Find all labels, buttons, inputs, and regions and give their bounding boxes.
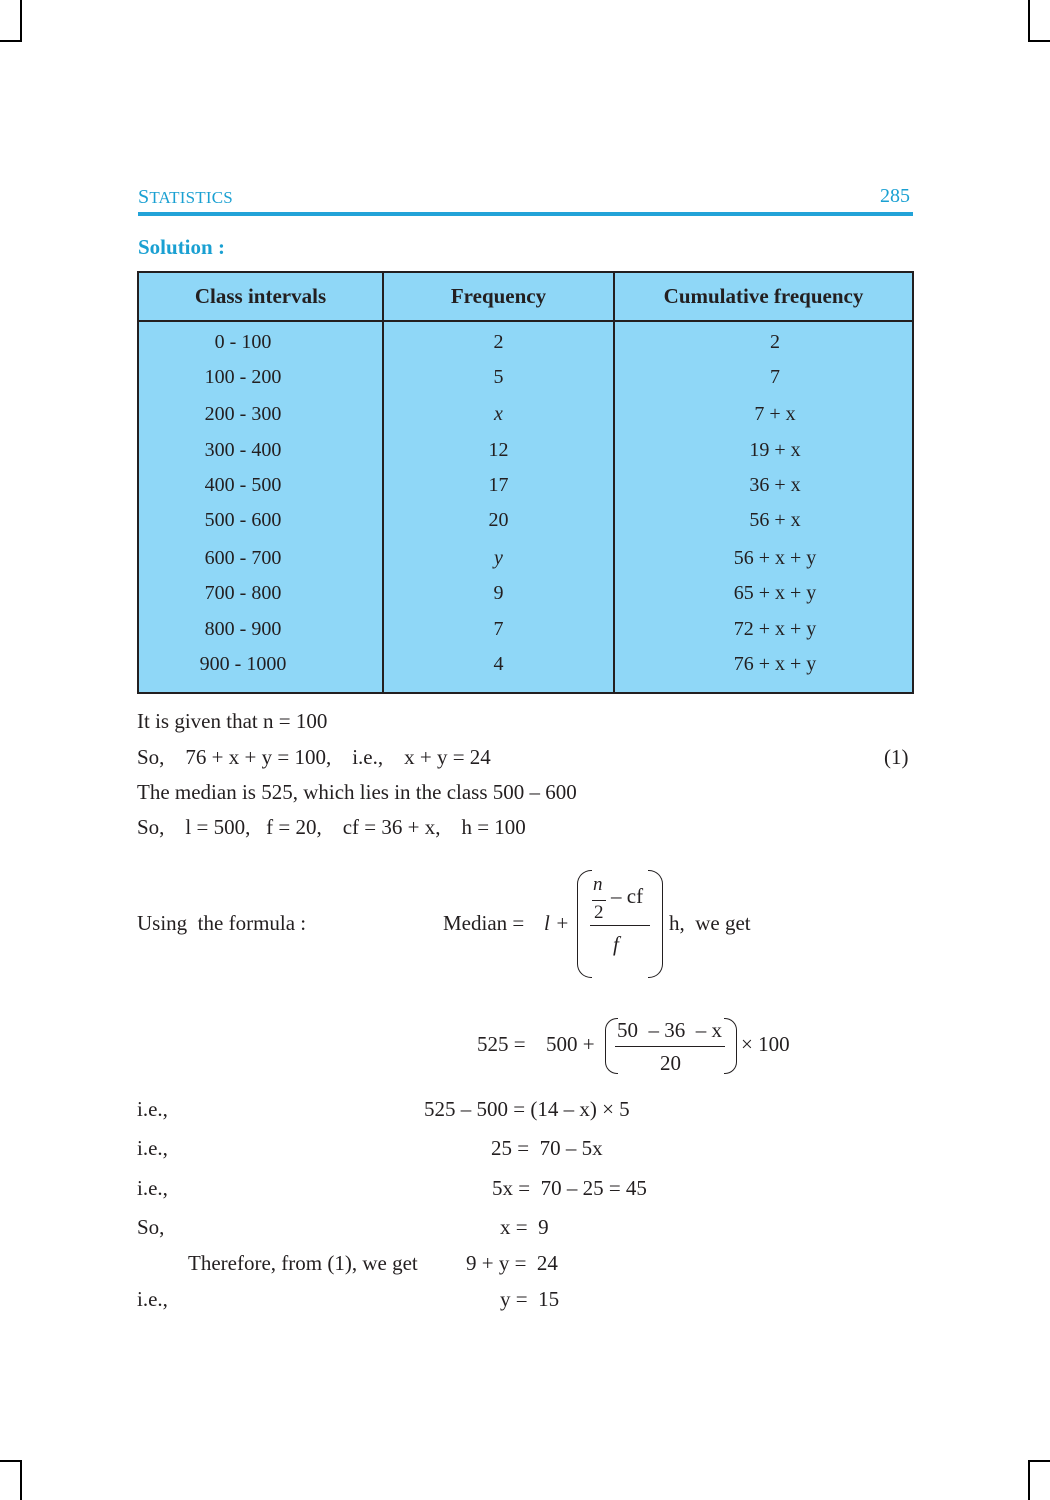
frequency-cell: 5 — [493, 366, 504, 388]
minus-cf: – cf — [611, 884, 644, 908]
crop-mark — [1028, 1460, 1030, 1500]
two-symbol: 2 — [594, 902, 604, 923]
equation-number: (1) — [884, 745, 909, 769]
step-label: i.e., — [137, 1287, 168, 1311]
crop-mark — [0, 40, 22, 42]
cumulative-frequency-cell: 76 + x + y — [733, 653, 817, 675]
left-parenthesis — [577, 870, 592, 978]
therefore-expression: 9 + y = 24 — [466, 1251, 558, 1275]
eq525-denominator: 20 — [660, 1051, 681, 1075]
cumulative-frequency-cell: 19 + x — [749, 439, 801, 461]
eq525-fraction-bar — [615, 1046, 725, 1047]
class-interval-cell: 900 - 1000 — [199, 653, 287, 675]
l-plus: l + — [544, 911, 570, 935]
class-interval-cell: 200 - 300 — [204, 403, 282, 425]
frequency-cell: x — [494, 403, 503, 425]
parameter-values: So, l = 500, f = 20, cf = 36 + x, h = 100 — [137, 815, 526, 839]
eq525-lhs: 525 = — [477, 1032, 526, 1056]
cumulative-frequency-cell: 65 + x + y — [733, 582, 817, 604]
class-interval-cell: 700 - 800 — [204, 582, 282, 604]
cumulative-frequency-cell: 36 + x — [749, 474, 801, 496]
frequency-cell: 7 — [493, 618, 504, 640]
median-class-statement: The median is 525, which lies in the class 500 – 600 — [137, 780, 577, 804]
solution-heading: Solution : — [138, 235, 225, 259]
frequency-cell: 20 — [488, 509, 509, 531]
frequency-table — [137, 271, 914, 694]
step-label: i.e., — [137, 1136, 168, 1160]
equation-sum: So, 76 + x + y = 100, i.e., x + y = 24 — [137, 745, 491, 769]
step-expression: 5x = 70 – 25 = 45 — [492, 1176, 647, 1200]
formula-fraction-bar — [590, 925, 650, 926]
cumulative-frequency-cell: 2 — [770, 331, 780, 353]
final-result: y = 15 — [500, 1287, 560, 1311]
crop-mark — [1028, 1460, 1050, 1462]
therefore-statement: Therefore, from (1), we get — [188, 1251, 418, 1275]
cumulative-frequency-cell: 56 + x — [749, 509, 801, 531]
frequency-cell: 2 — [493, 331, 504, 353]
class-interval-cell: 600 - 700 — [204, 547, 282, 569]
eq525-numerator: 50 – 36 – x — [617, 1018, 722, 1042]
running-header-title: STATISTICS — [138, 186, 233, 208]
frequency-cell: 9 — [493, 582, 504, 604]
class-interval-cell: 500 - 600 — [204, 509, 282, 531]
n-over-2-bar — [592, 900, 606, 901]
class-interval-cell: 300 - 400 — [204, 439, 282, 461]
column-header-frequency: Frequency — [450, 284, 547, 308]
class-interval-cell: 400 - 500 — [204, 474, 282, 496]
column-header-cumulative-frequency: Cumulative frequency — [663, 284, 864, 308]
frequency-cell: 12 — [488, 439, 509, 461]
eq525-500: 500 + — [546, 1032, 595, 1056]
step-label: So, — [137, 1215, 165, 1239]
column-header-class-intervals: Class intervals — [194, 284, 327, 308]
right-parenthesis — [648, 870, 663, 978]
eq525-times: × 100 — [741, 1032, 790, 1056]
cumulative-frequency-cell: 7 — [770, 366, 780, 388]
step-expression: 525 – 500 = (14 – x) × 5 — [424, 1097, 630, 1121]
crop-mark — [20, 0, 22, 42]
crop-mark — [0, 1460, 22, 1462]
frequency-cell: 17 — [488, 474, 509, 496]
given-statement: It is given that n = 100 — [137, 709, 328, 733]
formula-intro: Using the formula : — [137, 911, 307, 935]
step-expression: x = 9 — [500, 1215, 549, 1239]
cumulative-frequency-cell: 72 + x + y — [733, 618, 817, 640]
step-expression: 25 = 70 – 5x — [491, 1136, 603, 1160]
page-number: 285 — [880, 185, 910, 207]
crop-mark — [20, 1460, 22, 1500]
right-parenthesis — [724, 1018, 737, 1074]
f-symbol: f — [613, 932, 619, 956]
h-we-get: h, we get — [669, 911, 751, 935]
cumulative-frequency-cell: 7 + x — [754, 403, 796, 425]
crop-mark — [1028, 40, 1050, 42]
crop-mark — [1028, 0, 1030, 42]
n-symbol: n — [593, 874, 603, 895]
class-interval-cell: 0 - 100 — [214, 331, 272, 353]
cumulative-frequency-cell: 56 + x + y — [733, 547, 817, 569]
frequency-cell: y — [494, 547, 503, 569]
step-label: i.e., — [137, 1176, 168, 1200]
median-label: Median = — [443, 911, 525, 935]
step-label: i.e., — [137, 1097, 168, 1121]
frequency-cell: 4 — [493, 653, 504, 675]
header-rule — [138, 212, 913, 216]
class-interval-cell: 100 - 200 — [204, 366, 282, 388]
class-interval-cell: 800 - 900 — [204, 618, 282, 640]
